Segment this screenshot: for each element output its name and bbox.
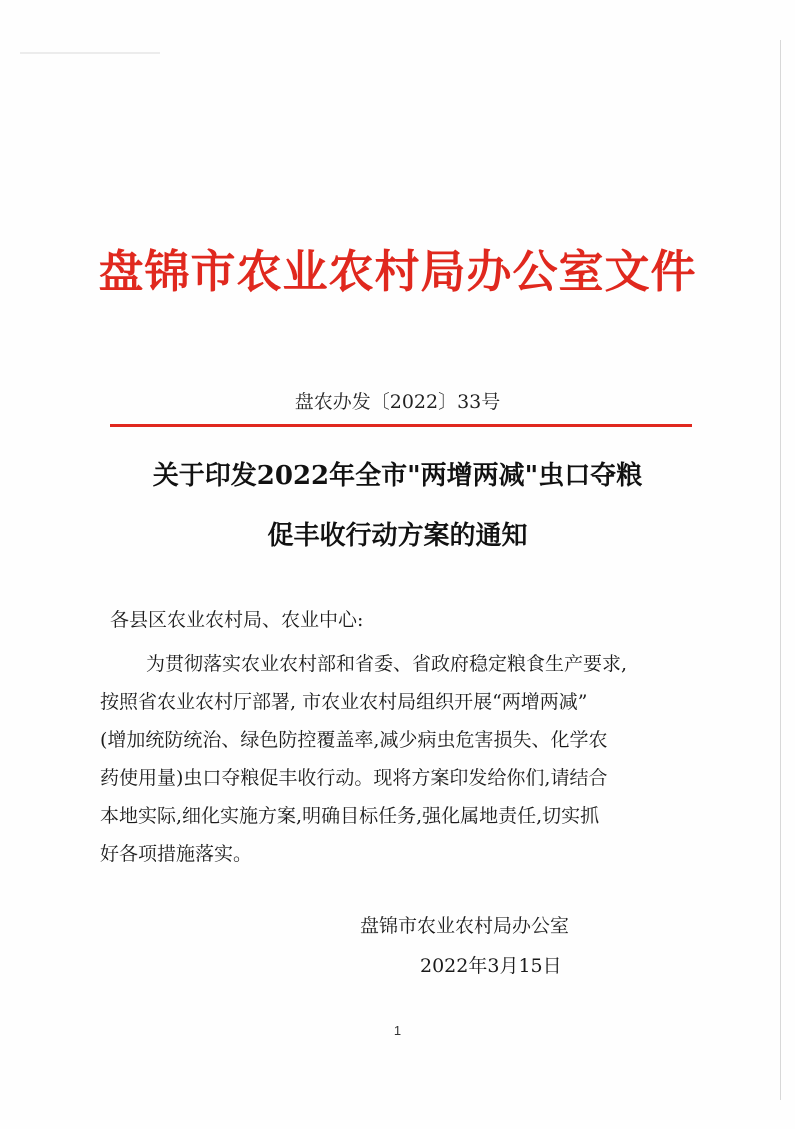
addressee: 各县区农业农村局、农业中心: <box>110 609 364 631</box>
document-title-line-1: 关于印发2022年全市"两增两减"虫口夺粮 <box>152 461 643 491</box>
body-line: 药使用量)虫口夺粮促丰收行动。现将方案印发给你们,请结合 <box>100 767 608 789</box>
document-number: 盘农办发〔2022〕33号 <box>294 391 501 413</box>
signature-organization: 盘锦市农业农村局办公室 <box>360 915 570 937</box>
scan-edge-mark <box>780 40 781 1100</box>
page-number: 1 <box>393 1023 402 1038</box>
body-line: 好各项措施落实。 <box>100 843 253 865</box>
issuing-authority-header: 盘锦市农业农村局办公室文件 <box>98 245 697 298</box>
document-title-line-2: 促丰收行动方案的通知 <box>267 521 528 551</box>
body-line: 按照省农业农村厅部署, 市农业农村局组织开展“两增两减” <box>100 691 588 713</box>
signature-date: 2022年3月15日 <box>420 955 562 977</box>
red-separator-line <box>110 424 692 427</box>
body-line: (增加统防统治、绿色防控覆盖率,减少病虫危害损失、化学农 <box>100 729 608 751</box>
body-line: 本地实际,细化实施方案,明确目标任务,强化属地责任,切实抓 <box>100 805 600 827</box>
body-line: 为贯彻落实农业农村部和省委、省政府稳定粮食生产要求, <box>146 653 628 675</box>
scan-edge-mark <box>20 52 160 54</box>
